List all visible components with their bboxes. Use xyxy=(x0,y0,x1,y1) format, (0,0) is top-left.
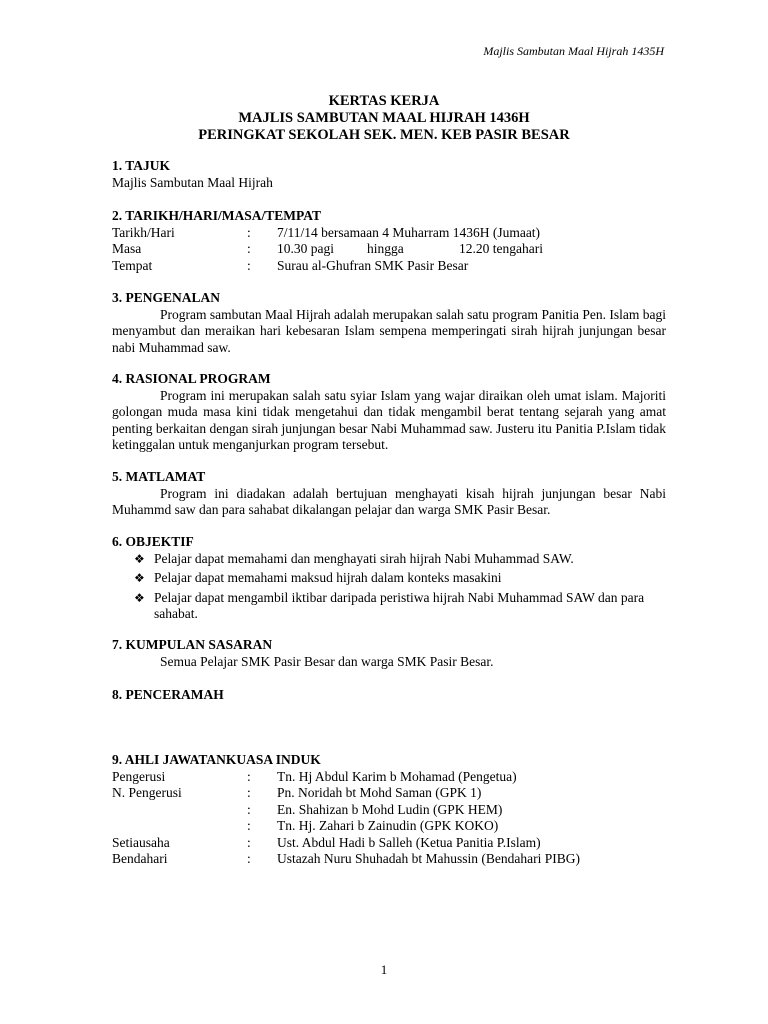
time-separator: hingga xyxy=(367,241,404,256)
diamond-bullet-icon: ❖ xyxy=(134,590,145,605)
section-objektif xyxy=(112,534,666,626)
role-label: Pengerusi xyxy=(112,768,166,784)
section-heading: 8. PENCERAMAH xyxy=(112,687,224,702)
detail-row xyxy=(112,225,666,242)
row-label: Tarikh/Hari xyxy=(112,224,175,240)
committee-row xyxy=(112,835,666,852)
member-name: En. Shahizan b Mohd Ludin (GPK HEM) xyxy=(277,801,503,817)
row-colon: : xyxy=(247,241,251,256)
section-matlamat xyxy=(112,469,666,519)
time-end: 12.20 tengahari xyxy=(459,241,543,256)
section-paragraph: Program ini merupakan salah satu syiar Islam yang wajar diraikan oleh umat islam. Majoriti golongan muda masa kini tidak mengetahui dan tidak mengambil berat tentang sejarah yang amat penting berkaitan dengan sirah junjungan besar Nabi Muhammad saw. Justeru itu Panitia P.Islam tidak ketinggalan untuk menganjurkan program tersebut. xyxy=(112,387,666,452)
row-label: Tempat xyxy=(112,257,153,273)
role-label: N. Pengerusi xyxy=(112,785,182,800)
section-heading: 6. OBJEKTIF xyxy=(112,534,194,549)
section-sasaran xyxy=(112,637,666,670)
row-colon: : xyxy=(247,257,251,273)
section-heading: 3. PENGENALAN xyxy=(112,290,221,305)
row-colon: : xyxy=(247,224,251,240)
document-title xyxy=(0,93,768,144)
section-paragraph: Program sambutan Maal Hijrah adalah merupakan salah satu program Panitia Pen. Islam bagi menyambut dan meraikan hari kebesaran Islam sempena memperingati sirah hijrah junjungan besar nabi Muhammad saw. xyxy=(112,306,666,355)
section-heading: 4. RASIONAL PROGRAM xyxy=(112,371,271,386)
section-heading: 2. TARIKH/HARI/MASA/TEMPAT xyxy=(112,208,322,223)
diamond-bullet-icon: ❖ xyxy=(134,571,145,585)
member-name: Pn. Noridah bt Mohd Saman (GPK 1) xyxy=(277,785,482,800)
section-heading: 5. MATLAMAT xyxy=(112,469,206,484)
title-line-1: KERTAS KERJA xyxy=(328,93,440,109)
list-item: ❖ Pelajar dapat mengambil iktibar daripada peristiwa hijrah Nabi Muhammad SAW dan para sahabat. xyxy=(134,589,645,621)
section-tarikh xyxy=(112,208,666,274)
section-text: Semua Pelajar SMK Pasir Besar dan warga SMK Pasir Besar. xyxy=(160,653,494,669)
title-line-2: MAJLIS SAMBUTAN MAAL HIJRAH 1436H xyxy=(238,110,530,126)
list-item: ❖ Pelajar dapat memahami dan menghayati sirah hijrah Nabi Muhammad SAW. xyxy=(134,550,574,566)
row-value: 7/11/14 bersamaan 4 Muharram 1436H (Jumaat) xyxy=(277,224,541,240)
section-ajk-induk xyxy=(112,752,666,868)
row-value xyxy=(277,241,666,258)
member-name: Tn. Hj Abdul Karim b Mohamad (Pengetua) xyxy=(277,768,517,784)
running-header: Majlis Sambutan Maal Hijrah 1435H xyxy=(483,44,664,58)
section-rasional xyxy=(112,371,666,454)
objective-list xyxy=(112,551,666,623)
committee-row xyxy=(112,851,666,868)
row-colon: : xyxy=(247,785,251,800)
section-heading: 7. KUMPULAN SASARAN xyxy=(112,637,273,652)
row-colon: : xyxy=(247,768,251,784)
time-start: 10.30 pagi xyxy=(277,241,334,256)
committee-row xyxy=(112,818,666,835)
section-heading: 1. TAJUK xyxy=(112,158,171,173)
section-heading: 9. AHLI JAWATANKUASA INDUK xyxy=(112,752,321,767)
row-colon: : xyxy=(247,818,251,833)
row-colon: : xyxy=(247,834,251,850)
title-line-3: PERINGKAT SEKOLAH SEK. MEN. KEB PASIR BESAR xyxy=(198,127,570,143)
role-label: Bendahari xyxy=(112,851,168,866)
diamond-bullet-icon: ❖ xyxy=(134,551,145,566)
page-number: 1 xyxy=(380,962,388,977)
list-item: ❖ Pelajar dapat memahami maksud hijrah dalam konteks masakini xyxy=(134,570,502,585)
section-text: Majlis Sambutan Maal Hijrah xyxy=(112,174,273,190)
section-tajuk xyxy=(112,158,666,191)
member-name: Ust. Abdul Hadi b Salleh (Ketua Panitia P.Islam) xyxy=(277,834,541,850)
committee-row xyxy=(112,769,666,786)
member-name: Tn. Hj. Zahari b Zainudin (GPK KOKO) xyxy=(277,818,499,833)
detail-row xyxy=(112,258,666,275)
section-paragraph: Program ini diadakan adalah bertujuan menghayati kisah hijrah junjungan besar Nabi Muhammd saw dan para sahabat dikalangan pelajar dan warga SMK Pasir Besar. xyxy=(112,485,666,517)
section-pengenalan xyxy=(112,290,666,356)
committee-row xyxy=(112,785,666,802)
section-penceramah xyxy=(112,687,666,704)
row-colon: : xyxy=(247,851,251,866)
role-label xyxy=(112,818,247,835)
role-label: Setiausaha xyxy=(112,834,170,850)
committee-row xyxy=(112,802,666,819)
row-colon: : xyxy=(247,801,251,817)
role-label xyxy=(112,802,247,819)
detail-row xyxy=(112,241,666,258)
row-value: Surau al-Ghufran SMK Pasir Besar xyxy=(277,257,469,273)
row-label: Masa xyxy=(112,241,142,256)
member-name: Ustazah Nuru Shuhadah bt Mahussin (Bendahari PIBG) xyxy=(277,851,580,866)
